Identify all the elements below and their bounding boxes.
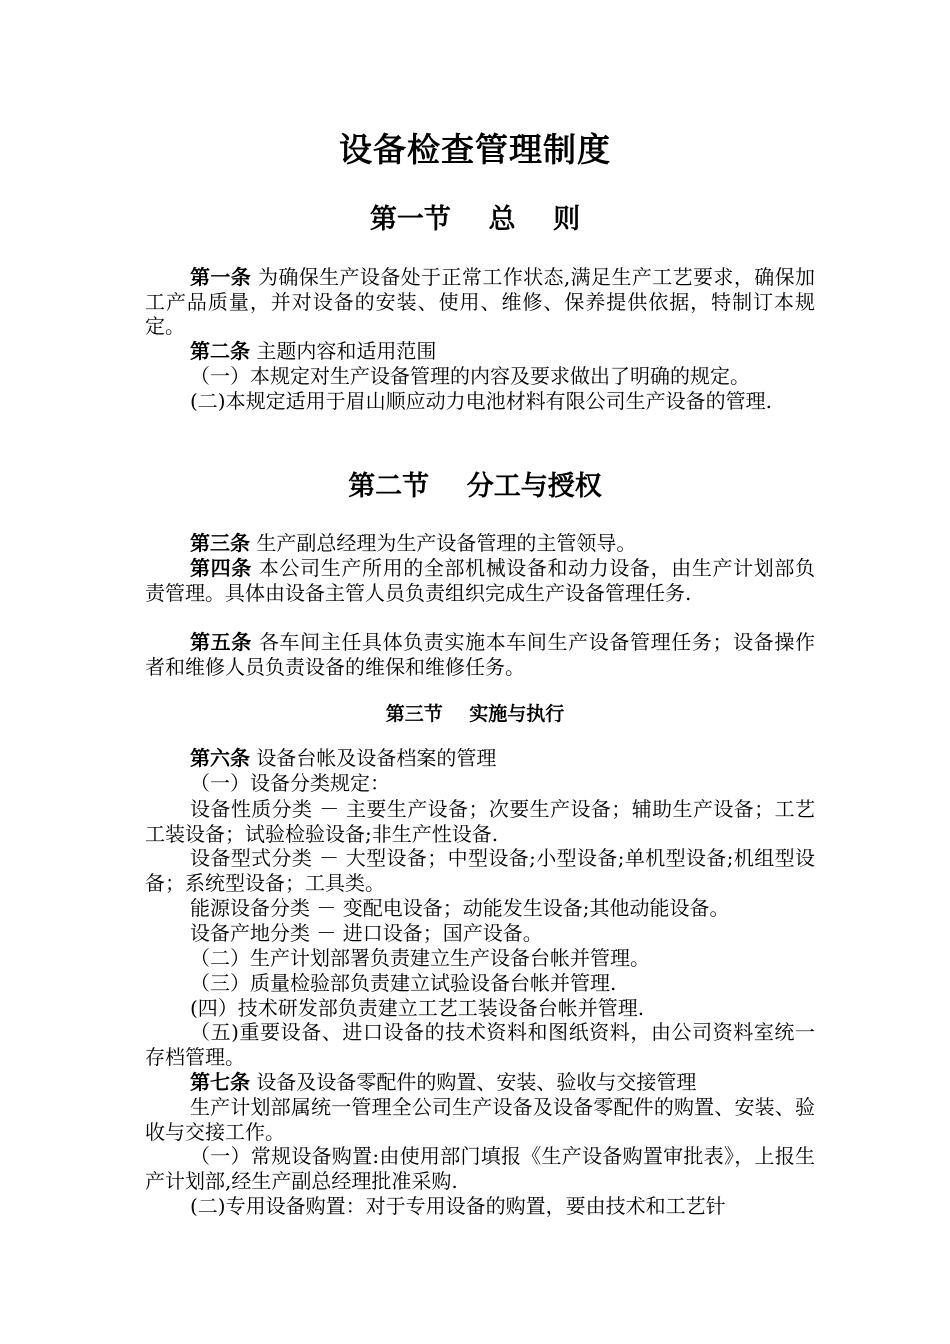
article-label: 第七条: [190, 1070, 250, 1094]
article-text: 生产副总经理为生产设备管理的主管领导。: [250, 531, 637, 555]
article-label: 第四条: [190, 556, 252, 580]
paragraph: （二）生产计划部署负责建立生产设备台帐并管理。: [190, 946, 650, 970]
paragraph: （三）质量检验部负责建立试验设备台帐并管理.: [190, 971, 617, 995]
paragraph: 生产计划部属统一管理全公司生产设备及设备零配件的购置、安装、验收与交接工作。: [145, 1095, 815, 1144]
article-text: 为确保生产设备处于正常工作状态,满足生产工艺要求，确保加工产品质量，并对设备的安装、使用、维修、保养提供依据，特制订本规定。: [145, 265, 816, 338]
document-title: 设备检查管理制度: [339, 130, 611, 169]
article-4: [145, 556, 815, 605]
article-label: 第一条: [190, 265, 252, 289]
paragraph: （五)重要设备、进口设备的技术资料和图纸资料，由公司资料室统一存档管理。: [145, 1020, 815, 1069]
article-label: 第六条: [190, 746, 250, 770]
paragraph: （一）本规定对生产设备管理的内容及要求做出了明确的规定。: [190, 364, 750, 388]
article-label: 第五条: [190, 630, 252, 654]
article-5: [145, 630, 815, 679]
paragraph: (二)专用设备购置：对于专用设备的购置，要由技术和工艺针: [190, 1194, 726, 1218]
paragraph: 设备型式分类 － 大型设备；中型设备;小型设备;单机型设备;机组型设备；系统型设备；工具类。: [145, 846, 815, 895]
paragraph: 设备产地分类 － 进口设备；国产设备。: [190, 921, 543, 945]
paragraph: (四）技术研发部负责建立工艺工装设备台帐并管理.: [190, 996, 645, 1020]
section-heading-3: 第三节 实施与执行: [385, 703, 565, 725]
paragraph: （一）设备分类规定：: [190, 771, 390, 795]
article-label: 第三条: [190, 531, 250, 555]
article-text: 设备及设备零配件的购置、安装、验收与交接管理: [250, 1070, 697, 1094]
article-3: [145, 531, 815, 556]
article-1: [145, 265, 815, 339]
article-label: 第二条: [190, 339, 250, 363]
paragraph: 能源设备分类 － 变配电设备；动能发生设备;其他动能设备。: [190, 896, 730, 920]
article-text: 设备台帐及设备档案的管理: [250, 746, 497, 770]
article-text: 本公司生产所用的全部机械设备和动力设备，由生产计划部负责管理。具体由设备主管人员负责组织完成生产设备管理任务.: [145, 556, 816, 605]
article-6: [145, 746, 815, 771]
article-7: [145, 1070, 815, 1095]
paragraph: 设备性质分类 － 主要生产设备；次要生产设备；辅助生产设备；工艺工装设备；试验检验设备;非生产性设备.: [145, 797, 815, 846]
section-heading-2: 第二节 分工与授权: [348, 471, 602, 502]
paragraph: （一）常规设备购置:由使用部门填报《生产设备购置审批表》，上报生产计划部,经生产副总经理批准采购.: [145, 1144, 815, 1193]
article-text: 主题内容和适用范围: [250, 339, 437, 363]
paragraph: (二)本规定适用于眉山顺应动力电池材料有限公司生产设备的管理.: [190, 389, 772, 413]
article-text: 各车间主任具体负责实施本车间生产设备管理任务；设备操作者和维修人员负责设备的维保和维修任务。: [145, 630, 816, 679]
article-2: [145, 339, 815, 364]
section-heading-1: 第一节 总 则: [369, 204, 581, 235]
